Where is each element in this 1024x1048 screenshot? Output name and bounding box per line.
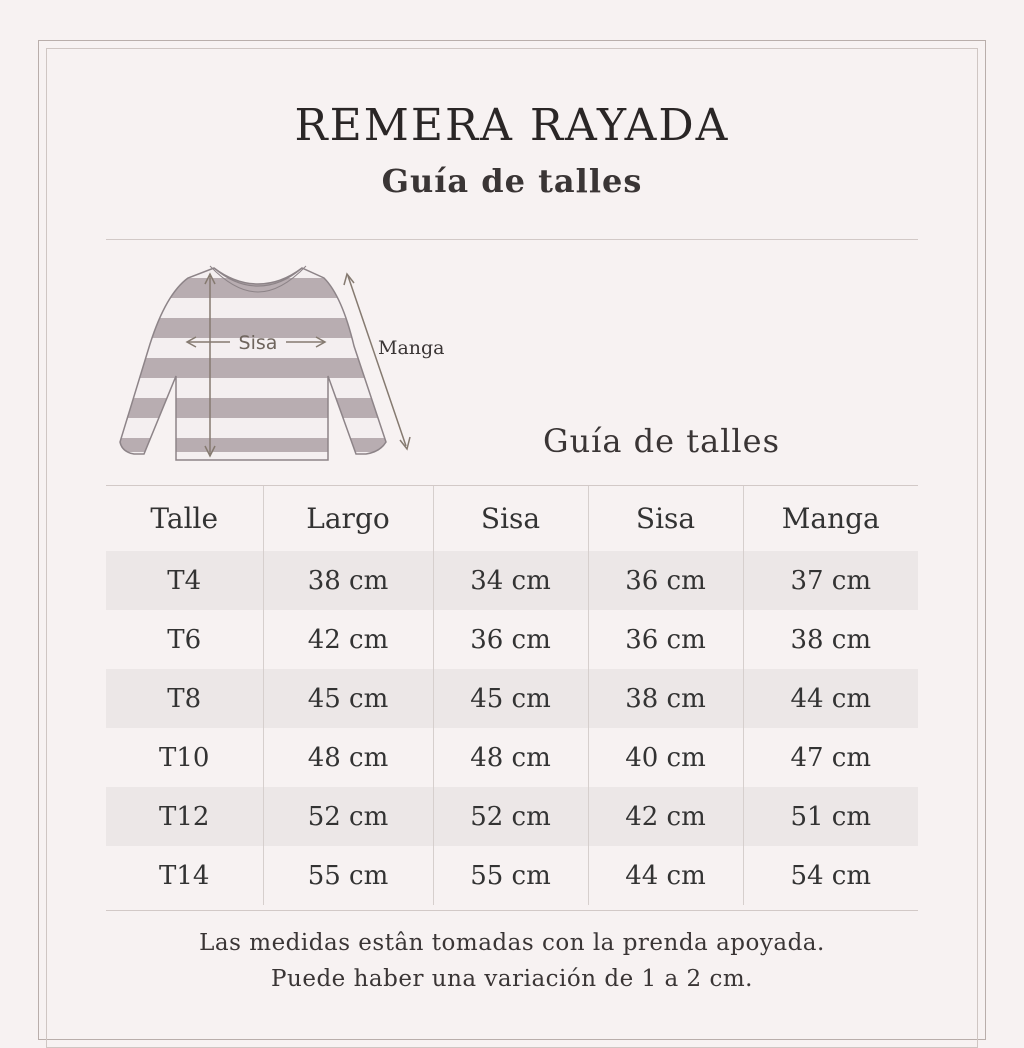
page-subtitle: Guía de talles (381, 162, 643, 200)
cell-largo: 38 cm (263, 551, 433, 610)
table-row (106, 787, 918, 846)
table-row (106, 728, 918, 787)
page-title: REMERA RAYADA (294, 100, 730, 151)
cell-largo: 42 cm (263, 610, 433, 669)
cell-manga: 37 cm (743, 551, 918, 610)
cell-sisa-2: 42 cm (588, 787, 743, 846)
size-table (106, 485, 918, 905)
cell-largo: 45 cm (263, 669, 433, 728)
divider-top (106, 239, 918, 240)
shirt-stripes (110, 256, 470, 476)
cell-sisa-2: 36 cm (588, 551, 743, 610)
cell-sisa-2: 36 cm (588, 610, 743, 669)
cell-largo: 52 cm (263, 787, 433, 846)
shirt-diagram (110, 256, 470, 476)
table-row (106, 551, 918, 610)
cell-manga: 47 cm (743, 728, 918, 787)
cell-manga: 51 cm (743, 787, 918, 846)
cell-talle: T4 (106, 551, 263, 610)
table-row (106, 846, 918, 905)
cell-talle: T10 (159, 742, 210, 773)
cell-manga: 38 cm (743, 610, 918, 669)
cell-manga: 54 cm (743, 846, 918, 905)
cell-sisa: 52 cm (433, 787, 588, 846)
cell-talle: T8 (106, 669, 263, 728)
table-row (106, 610, 918, 669)
header-largo: Largo (263, 486, 433, 552)
cell-sisa-2: 44 cm (588, 846, 743, 905)
cell-sisa-2: 38 cm (588, 669, 743, 728)
cell-sisa: 36 cm (433, 610, 588, 669)
cell-sisa: 55 cm (433, 846, 588, 905)
cell-manga: 44 cm (743, 669, 918, 728)
header-sisa-2: Sisa (588, 486, 743, 552)
cell-largo: 55 cm (263, 846, 433, 905)
cell-sisa: 34 cm (433, 551, 588, 610)
divider-bottom (106, 910, 918, 911)
manga-label: Manga (378, 337, 445, 359)
table-header-row (106, 486, 918, 552)
sisa-label: Sisa (238, 332, 278, 354)
table-caption: Guía de talles (543, 422, 781, 460)
footer-note-line-2: Puede haber una variación de 1 a 2 cm. (271, 966, 753, 992)
cell-talle: T14 (159, 860, 210, 891)
header-manga: Manga (743, 486, 918, 552)
cell-sisa: 45 cm (433, 669, 588, 728)
cell-sisa-2: 40 cm (588, 728, 743, 787)
table-row (106, 669, 918, 728)
header-sisa: Sisa (433, 486, 588, 552)
cell-talle: T12 (106, 787, 263, 846)
cell-largo: 48 cm (263, 728, 433, 787)
cell-talle: T6 (167, 624, 202, 655)
footer-note-line-1: Las medidas estân tomadas con la prenda apoyada. (199, 930, 825, 956)
header-talle: Talle (106, 486, 263, 552)
cell-sisa: 48 cm (433, 728, 588, 787)
